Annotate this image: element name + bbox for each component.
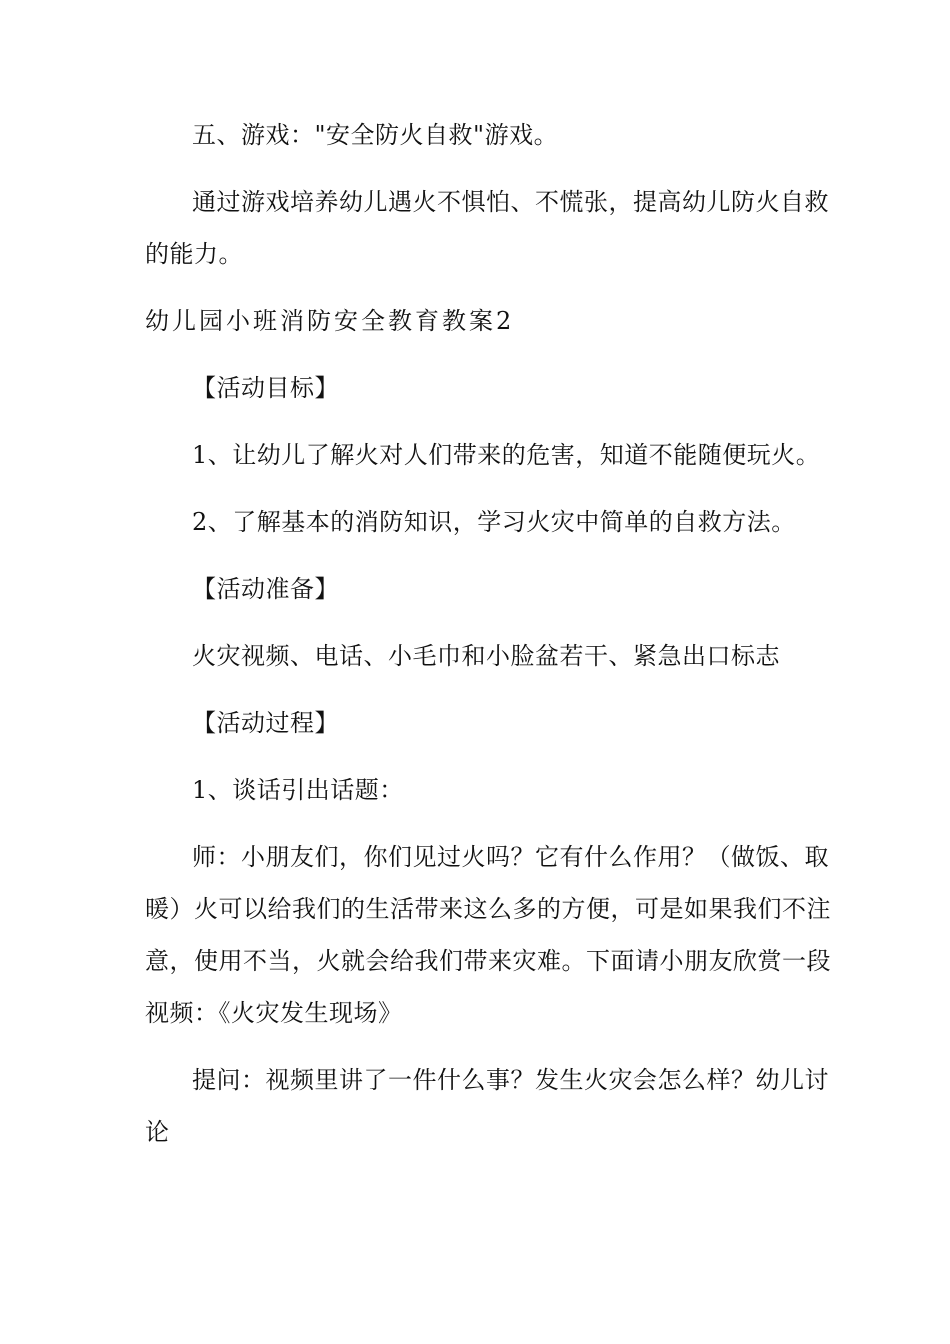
activity-process-heading: 【活动过程】 (192, 709, 339, 737)
teacher-dialogue-line3: 意，使用不当，火就会给我们带来灾难。下面请小朋友欣赏一段 (145, 947, 831, 975)
question-line2: 论 (145, 1118, 170, 1146)
question-line1: 提问：视频里讲了一件什么事？发生火灾会怎么样？幼儿讨 (192, 1066, 829, 1094)
activity-preparation-heading: 【活动准备】 (192, 575, 339, 603)
goal-item-1: 1、让幼儿了解火对人们带来的危害，知道不能随便玩火。 (192, 441, 821, 469)
paragraph-game-purpose-line1: 通过游戏培养幼儿遇火不惧怕、不慌张，提高幼儿防火自救 (192, 188, 829, 216)
lesson-plan-title: 幼儿园小班消防安全教育教案2 (145, 307, 515, 335)
paragraph-game-purpose-line2: 的能力。 (145, 240, 243, 268)
teacher-dialogue-line4: 视频：《火灾发生现场》 (145, 999, 403, 1027)
goal-item-2: 2、了解基本的消防知识，学习火灾中简单的自救方法。 (192, 508, 796, 536)
activity-goals-heading: 【活动目标】 (192, 374, 339, 402)
preparation-materials: 火灾视频、电话、小毛巾和小脸盆若干、紧急出口标志 (192, 642, 780, 670)
process-step-1: 1、谈话引出话题： (192, 776, 404, 804)
teacher-dialogue-line2: 暖）火可以给我们的生活带来这么多的方便，可是如果我们不注 (145, 895, 831, 923)
teacher-dialogue-line1: 师：小朋友们，你们见过火吗？它有什么作用？（做饭、取 (192, 843, 829, 871)
section-five-game: 五、游戏："安全防火自救"游戏。 (192, 121, 559, 149)
